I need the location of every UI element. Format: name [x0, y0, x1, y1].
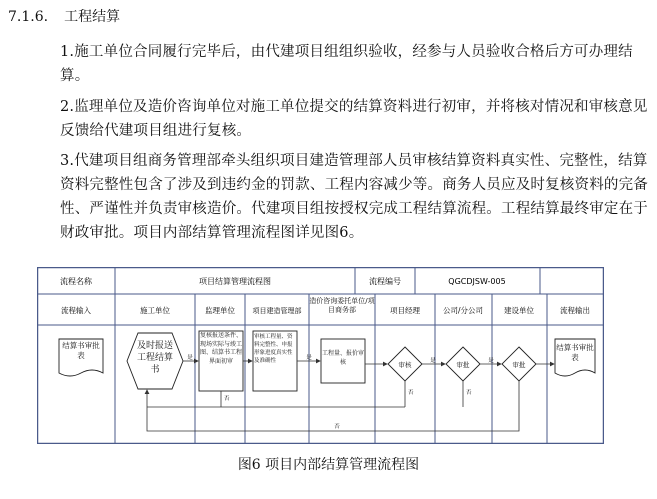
col-header-supervisor: 监理单位 [205, 306, 235, 315]
section-title: 工程结算 [64, 9, 121, 25]
company-decision-label: 审批 [456, 361, 470, 369]
contractor-step-label: 及时报送工程结算书 [136, 341, 173, 375]
pm-decision-label: 审核 [398, 361, 412, 369]
owner-decision-label: 审批 [512, 361, 526, 369]
col-header-contractor: 施工单位 [140, 306, 170, 315]
flow-name-label: 流程名称 [60, 277, 92, 286]
construction-step-label: 审核工程量、资料完整性、申报形象进度真实性及准确性 [254, 334, 293, 364]
col-header-pm: 项目经理 [390, 306, 420, 315]
col-header-cost: 造价咨询委托单位/项目商务部 [309, 297, 375, 314]
yes-label-3: 是 [430, 358, 436, 364]
no-label-4: 否 [334, 424, 340, 430]
yes-label-4: 是 [488, 358, 494, 364]
flow-name-value: 项目结算管理流程图 [199, 277, 271, 286]
no-label-3: 否 [466, 390, 472, 396]
paragraph-1: 1.施工单位合同履行完毕后，由代建项目组组织验收，经参与人员验收合格后方可办理结算。 [60, 44, 633, 84]
section-heading [8, 6, 120, 26]
col-header-input: 流程输入 [61, 306, 91, 315]
col-header-owner: 建设单位 [504, 306, 534, 315]
no-label-1: 否 [224, 396, 230, 402]
col-header-output: 流程输出 [560, 306, 590, 315]
cost-review-label: 工程量、报价审核 [322, 350, 364, 366]
col-header-construction: 项目建造管理部 [252, 307, 302, 315]
input-document-label: 结算书审批表 [62, 341, 100, 360]
no-label-2: 否 [408, 390, 414, 396]
flow-code-value: QGCDJSW-005 [448, 277, 506, 286]
output-document-label: 结算书审批表 [556, 343, 594, 362]
supervisor-step-label: 复核报送条件、现场实际与竣工图、结算书工程界面初审 [200, 332, 242, 365]
flow-code-label: 流程编号 [369, 277, 401, 286]
section-number: 7.1.6. [8, 9, 49, 25]
yes-label-1: 是 [187, 355, 193, 361]
col-header-company: 公司/分公司 [442, 306, 484, 315]
settlement-flowchart [37, 267, 604, 444]
yes-label-2: 是 [306, 355, 312, 361]
paragraph-3: 3.代建项目组商务管理部牵头组织项目建造管理部人员审核结算资料真实性、完整性，结算资料完整性包含了涉及到违约金的罚款、工程内容减少等。商务人员应及时复核资料的完备性、严谨性并负责审核造价。代建项目组按授权完成工程结算流程。工程结算最终审定在于财政审批。项目内部结算管理流程图详见图6。 [60, 153, 648, 241]
figure-caption: 图6 项目内部结算管理流程图 [237, 457, 420, 473]
paragraph-2: 2.监理单位及造价咨询单位对施工单位提交的结算资料进行初审，并将核对情况和审核意见反馈给代建项目组进行复核。 [60, 99, 648, 139]
